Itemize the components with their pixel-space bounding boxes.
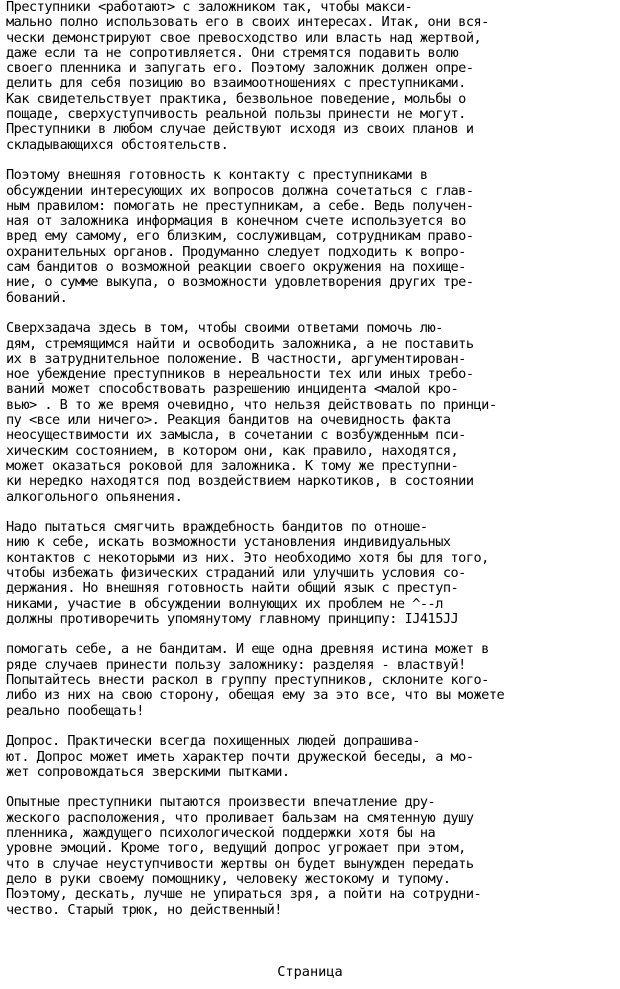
paragraph [6,795,620,917]
text-line: помогать себе, а не бандитам. И еще одна древняя истина может в [6,641,489,658]
text-line: Поэтому внешняя готовность к контакту с преступниками в [6,167,428,184]
text-line: сам бандитов о возможной реакции своего окружения на похище- [6,259,466,276]
text-line: ние, о сумме выкупа, о возможности удовлетворения других тре- [6,274,474,291]
text-line: их в затруднительное положение. В частности, аргументирован- [6,350,466,367]
text-line: пленника, жаждущего психологической поддержки хотя бы на [6,825,436,842]
text-line: ная от заложника информация в конечном счете используется во [6,213,466,230]
paragraph [6,0,620,153]
paragraph-gap [6,306,620,321]
paragraph-gap [6,627,620,642]
text-line: либо из них на свою сторону, обещая ему за это все, что вы можете [6,687,505,704]
text-line: обсуждении интересующих их вопросов должна сочетаться с глав- [6,182,474,199]
text-line: вред ему самому, его близким, сослуживцам, сотрудникам право- [6,228,474,245]
paragraph [6,168,620,306]
text-line: уровне эмоций. Кроме того, ведущий допрос угрожает при этом, [6,840,466,857]
text-line: своего пленника и запугать его. Поэтому заложник должен опре- [6,60,474,77]
text-line: Как свидетельствует практика, безвольное поведение, мольбы о [6,90,466,107]
text-line: Попытайтесь внести раскол в группу преступников, склоните кого- [6,672,489,689]
paragraph [6,520,620,627]
text-line: чески демонстрируют свое превосходство или власть над жертвой, [6,29,482,46]
page-footer-label: Страница [277,964,343,980]
text-line: охранительных органов. Продуманно следует подходить к вопро- [6,243,466,260]
text-line: нию к себе, искать возможности установления индивидуальных [6,534,451,551]
text-line: вью> . В то же время очевидно, что нельзя действовать по принци- [6,396,497,413]
text-line: ваний может способствовать разрешению инцидента <малой кро- [6,381,459,398]
text-line: ряде случаев принести пользу заложнику: разделяя - властвуй! [6,656,466,673]
text-line: пу <все или ничего>. Реакция бандитов на очевидность факта [6,412,451,429]
text-line: ным правилом: помогать не преступникам, а себе. Ведь получен- [6,197,474,214]
text-line: складывающихся обстоятельств. [6,136,229,153]
text-line: ют. Допрос может иметь характер почти дружеской беседы, а мо- [6,748,474,765]
text-line: мально полно использовать его в своих интересах. Итак, они вся- [6,14,489,31]
paragraph [6,642,620,718]
text-line: контактов с некоторыми из них. Это необходимо хотя бы для того, [6,549,489,566]
text-line: никами, участие в обсуждении волнующих их проблем не ^--л [6,595,443,612]
paragraph [6,321,620,505]
paragraph-gap [6,719,620,734]
text-line: Поэтому, дескать, лучше не упираться зря, а пойти на сотрудни- [6,886,482,903]
text-line: должны противоречить упомянутому главному принципу: IJ415JJ [6,610,459,627]
text-line: реально пообещать! [6,702,144,719]
text-line: может оказаться роковой для заложника. К тому же преступни- [6,457,459,474]
text-line: хическим состоянием, в котором они, как правило, находятся, [6,442,459,459]
text-line: держания. Но внешняя готовность найти общий язык с преступ- [6,580,459,597]
paragraph-gap [6,505,620,520]
text-line: что в случае неуступчивости жертвы он будет вынужден передать [6,855,474,872]
text-line: Надо пытаться смягчить враждебность бандитов по отноше- [6,519,428,536]
text-line: даже если та не сопротивляется. Они стремятся подавить волю [6,44,459,61]
text-line: бований. [6,289,68,306]
text-line: дело в руки своему помощнику, человеку жестокому и тупому. [6,870,451,887]
text-line: жеского расположения, что проливает бальзам на смятенную душу [6,809,474,826]
text-line: алкогольного опьянения. [6,488,183,505]
text-line: Преступники <работают> с заложником так, чтобы макси- [6,0,413,15]
paragraph-gap [6,153,620,168]
text-line: чество. Старый трюк, но действенный! [6,901,282,918]
text-line: Опытные преступники пытаются произвести впечатление дру- [6,794,436,811]
text-line: дям, стремящимся найти и освободить заложника, а не поставить [6,335,474,352]
text-line: неосуществимости их замысла, в сочетании с возбужденным пси- [6,427,466,444]
text-line: делить для себя позицию во взаимоотношениях с преступниками. [6,75,466,92]
text-line: Преступники в любом случае действуют исходя из своих планов и [6,121,474,138]
text-line: пощаде, сверхуступчивость реальной пользы принести не могут. [6,106,466,123]
text-line: Сверхзадача здесь в том, чтобы своими ответами помочь лю- [6,320,443,337]
text-line: ное убеждение преступников в нереальности тех или иных требо- [6,366,474,383]
paragraph-gap [6,780,620,795]
text-line: ки нередко находятся под воздействием наркотиков, в состоянии [6,473,474,490]
text-line: жет сопровождаться зверскими пытками. [6,763,290,780]
paragraph [6,734,620,780]
text-line: Допрос. Практически всегда похищенных людей допрашива- [6,733,420,750]
text-line: чтобы избежать физических страданий или улучшить условия со- [6,564,466,581]
